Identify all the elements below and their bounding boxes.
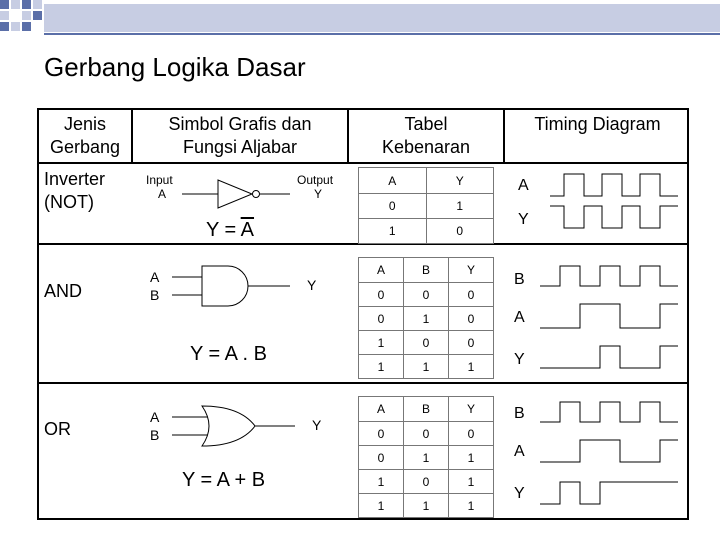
signal-y	[540, 346, 678, 368]
and-a-label: A	[150, 269, 160, 285]
and-gate-symbol	[140, 250, 345, 380]
table-cell: 1	[426, 194, 494, 219]
table-header: Y	[449, 397, 494, 422]
table-cell: 0	[404, 283, 449, 307]
and-truth-table	[358, 257, 494, 379]
table-cell: 1	[404, 494, 449, 518]
signal-b	[540, 266, 678, 286]
table-header: B	[404, 397, 449, 422]
table-cell: 1	[449, 494, 494, 518]
signal-y	[550, 206, 678, 228]
gate-name-or: OR	[44, 419, 71, 439]
not-truth-table	[358, 167, 494, 244]
not-expression-bar: A	[240, 219, 255, 241]
table-cell: 1	[404, 355, 449, 379]
header-simbol: Simbol Grafis dan Fungsi Aljabar	[168, 114, 312, 157]
signal-b	[540, 402, 678, 422]
table-cell: 1	[359, 219, 427, 244]
header-jenis: Jenis Gerbang	[49, 114, 121, 157]
table-cell: 0	[404, 422, 449, 446]
table-cell: 1	[359, 494, 404, 518]
table-header: A	[359, 397, 404, 422]
signal-a	[550, 174, 678, 196]
signal-a	[540, 440, 678, 462]
table-cell: 1	[359, 355, 404, 379]
gate-name-and: AND	[44, 281, 83, 301]
and-b-label: B	[150, 287, 160, 303]
timing-label-y: Y	[514, 351, 525, 368]
not-timing-diagram	[510, 166, 685, 238]
page-title: Gerbang Logika Dasar	[44, 52, 306, 82]
table-header: B	[404, 258, 449, 283]
not-a-label: A	[158, 187, 167, 201]
not-y-label: Y	[314, 187, 323, 201]
gate-name-not: Inverter (NOT)	[44, 169, 106, 212]
header-tabel: Tabel Kebenaran	[381, 114, 471, 157]
col-divider-1	[131, 108, 133, 163]
table-cell: 0	[426, 219, 494, 244]
table-header: A	[359, 258, 404, 283]
timing-label-a: A	[518, 177, 529, 194]
table-cell: 0	[449, 283, 494, 307]
header-divider	[37, 162, 689, 164]
not-gate-symbol	[140, 166, 345, 241]
or-a-label: A	[150, 409, 160, 425]
header-timing: Timing Diagram	[534, 114, 661, 134]
row-divider-and	[37, 382, 689, 384]
table-cell: 0	[359, 446, 404, 470]
not-output-label: Output	[297, 173, 334, 187]
or-gate-symbol	[140, 390, 345, 520]
or-expression: Y = A + B	[182, 469, 266, 491]
timing-label-a: A	[514, 443, 525, 460]
table-cell: 0	[404, 331, 449, 355]
table-cell: 1	[449, 446, 494, 470]
table-cell: 1	[449, 355, 494, 379]
table-cell: 1	[449, 470, 494, 494]
signal-a	[540, 304, 678, 328]
timing-label-y: Y	[514, 485, 525, 502]
and-timing-diagram	[510, 256, 685, 380]
table-cell: 0	[449, 331, 494, 355]
col-divider-2	[347, 108, 349, 163]
table-cell: 0	[359, 283, 404, 307]
col-divider-3	[503, 108, 505, 163]
or-truth-table	[358, 396, 494, 518]
and-expression: Y = A . B	[190, 343, 267, 365]
table-header: Y	[426, 168, 494, 194]
table-cell: 0	[404, 470, 449, 494]
table-header: Y	[449, 258, 494, 283]
signal-y	[540, 482, 678, 504]
table-cell: 0	[359, 422, 404, 446]
table-cell: 0	[359, 307, 404, 331]
timing-label-y: Y	[518, 211, 529, 228]
or-timing-diagram	[510, 394, 685, 518]
not-expression: Y =	[206, 219, 241, 241]
timing-label-b: B	[514, 271, 525, 288]
or-b-label: B	[150, 427, 160, 443]
table-cell: 0	[449, 307, 494, 331]
table-cell: 1	[404, 446, 449, 470]
svg-text:Y = A	[206, 219, 255, 241]
table-cell: 1	[359, 331, 404, 355]
timing-label-a: A	[514, 309, 525, 326]
table-cell: 0	[359, 194, 427, 219]
timing-label-b: B	[514, 405, 525, 422]
decorative-squares	[0, 0, 720, 36]
and-y-label: Y	[307, 277, 317, 293]
table-cell: 1	[359, 470, 404, 494]
table-cell: 1	[404, 307, 449, 331]
not-input-label: Input	[146, 173, 173, 187]
table-header: A	[359, 168, 427, 194]
table-cell: 0	[449, 422, 494, 446]
or-y-label: Y	[312, 417, 322, 433]
